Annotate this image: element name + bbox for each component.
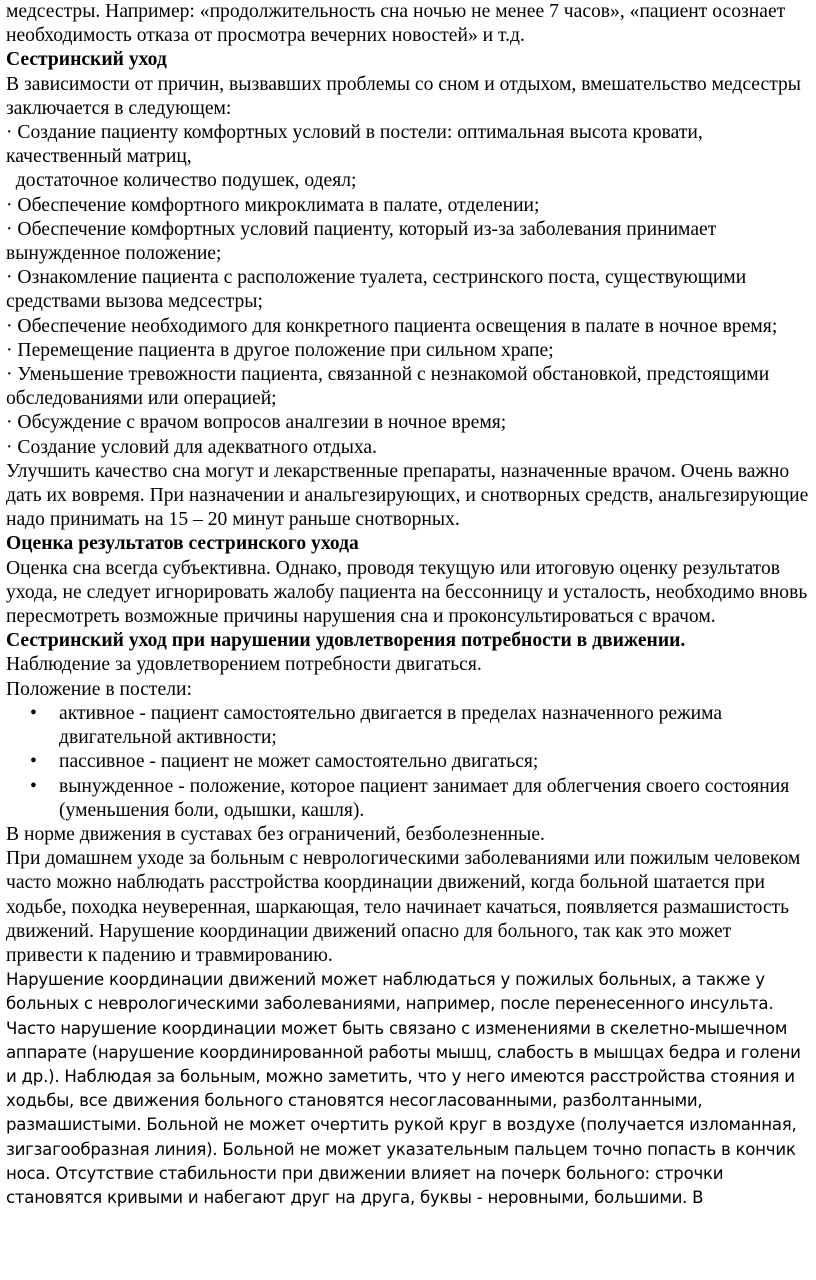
care-item: · Обеспечение комфортных условий пациенту, который из-за заболевания принимает вынужденное положение; bbox=[6, 218, 717, 265]
care-item: · Уменьшение тревожности пациента, связанной с незнакомой обстановкой, предстоящими обследованиями или операцией; bbox=[6, 364, 770, 410]
heading-evaluation: Оценка результатов сестринского ухода bbox=[6, 533, 359, 555]
list-item bbox=[6, 702, 810, 750]
list-item-text: активное - пациент самостоятельно двигается в пределах назначенного режима двигательной активности; bbox=[59, 702, 723, 749]
heading-movement-care: Сестринский уход при нарушении удовлетворения потребности в движении. bbox=[6, 630, 686, 652]
position-list bbox=[6, 702, 810, 823]
norm-paragraph: В норме движения в суставах без ограничений, безболезненные. bbox=[6, 823, 545, 845]
list-item-text: вынужденное - положение, которое пациент занимает для облегчения своего состояния (уменьшения боли, одышки, кашля). bbox=[59, 775, 790, 821]
list-item bbox=[6, 750, 810, 774]
coordination-paragraph: Нарушение координации движений может наблюдаться у пожилых больных, а также у больных с неврологическими заболеваниями, например, после перенесенного инсульта. Часто нарушение координации может быть связано с изменениями в скелетно-мышечном аппарате (нарушение координированной работы мышц, слабость в мышцах бедра и голени и др.). Наблюдая за больным, можно заметить, что у него имеются расстройства стояния и ходьбы, все движения больного становятся несогласованными, разболтанными, размашистыми. Больной не может очертить рукой круг в воздухе (получается изломанная, зигзагообразная линия). Больной не может указательным пальцем точно попасть в кончик носа. Отсутствие стабильности при движении влияет на почерк больного: строчки становятся кривыми и набегают друг на друга, буквы - неровными, большими. В bbox=[6, 970, 801, 1207]
bullet-icon: • bbox=[30, 702, 37, 724]
home-care-paragraph: При домашнем уходе за больным с неврологическими заболеваниями или пожилым человеком часто можно наблюдать расстройства координации движений, когда больной шатается при ходьбе, походка неуверенная, шаркающая, тело начинает качаться, появляется размашистость движений. Нарушение координации движений опасно для больного, так как это может привести к падению и травмированию. bbox=[6, 848, 801, 966]
care-item: · Обеспечение комфортного микроклимата в палате, отделении; bbox=[6, 194, 540, 216]
care-item: · Создание пациенту комфортных условий в постели: оптимальная высота кровати, качественный матриц, bbox=[6, 122, 703, 168]
care-intro-paragraph: В зависимости от причин, вызвавших проблемы со сном и отдыхом, вмешательство медсестры заключается в следующем: bbox=[6, 73, 801, 119]
drugs-paragraph: Улучшить качество сна могут и лекарственные препараты, назначенные врачом. Очень важно дать их вовремя. При назначении и анальгезирующих, и снотворных средств, анальгезирующие надо принимать на 15 – 20 минут раньше снотворных. bbox=[6, 460, 809, 531]
list-item bbox=[6, 775, 810, 823]
care-item: · Создание условий для адекватного отдыха. bbox=[6, 436, 378, 458]
position-label: Положение в постели: bbox=[6, 678, 192, 700]
bullet-icon: • bbox=[30, 751, 37, 773]
intro-paragraph: медсестры. Например: «продолжительность сна ночью не менее 7 часов», «пациент осознает необходимость отказа от просмотра вечерних новостей» и т.д. bbox=[6, 1, 786, 47]
care-item: · Обсуждение с врачом вопросов аналгезии в ночное время; bbox=[6, 412, 507, 434]
evaluation-paragraph: Оценка сна всегда субъективна. Однако, проводя текущую или итоговую оценку результатов ухода, не следует игнорировать жалобу пациента на бессонницу и усталость, необходимо вновь пересмотреть возможные причины нарушения сна и проконсультироваться с врачом. bbox=[6, 557, 808, 628]
care-item: · Обеспечение необходимого для конкретного пациента освещения в палате в ночное время; bbox=[6, 315, 778, 337]
bullet-icon: • bbox=[30, 775, 37, 797]
care-item: достаточное количество подушек, одеял; bbox=[6, 170, 357, 192]
serif-section bbox=[6, 0, 810, 968]
care-item: · Ознакомление пациента с расположение туалета, сестринского поста, существующими средствами вызова медсестры; bbox=[6, 267, 747, 313]
observation-paragraph: Наблюдение за удовлетворением потребности двигаться. bbox=[6, 654, 482, 676]
heading-nursing-care: Сестринский уход bbox=[6, 49, 167, 71]
care-item: · Перемещение пациента в другое положение при сильном храпе; bbox=[6, 339, 554, 361]
list-item-text: пассивное - пациент не может самостоятельно двигаться; bbox=[59, 751, 539, 773]
